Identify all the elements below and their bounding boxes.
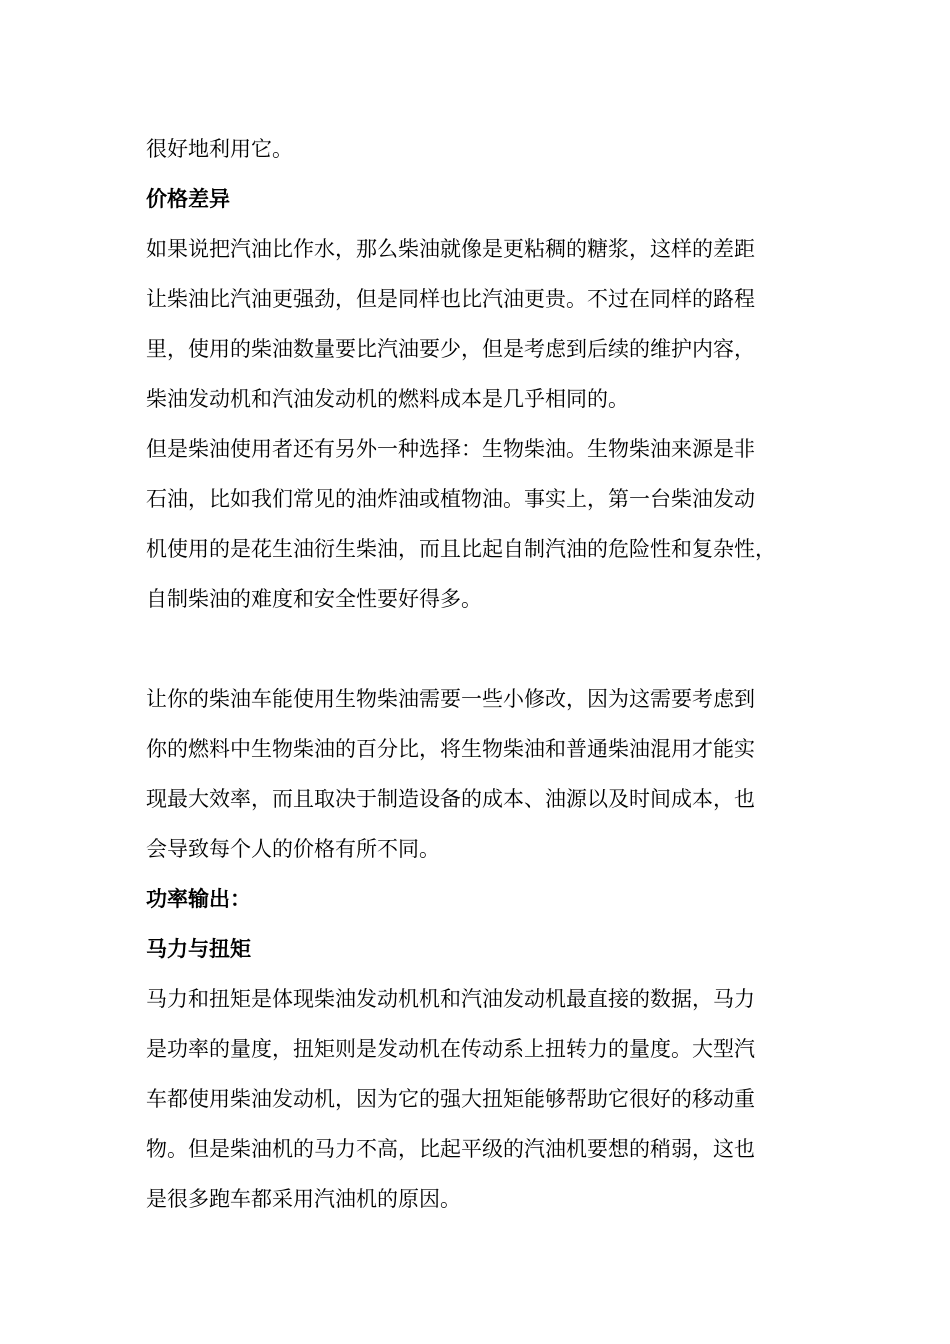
text-line: 很好地利用它。	[146, 137, 293, 161]
text-line: 石油，比如我们常见的油炸油或植物油。事实上，第一台柴油发动	[146, 487, 755, 511]
text-line: 马力和扭矩是体现柴油发动机机和汽油发动机最直接的数据，马力	[146, 987, 755, 1011]
document-page	[146, 124, 806, 1224]
heading-price-difference: 价格差异	[146, 187, 230, 211]
paragraph-intro	[146, 124, 806, 174]
heading-power-output: 功率输出：	[146, 887, 251, 911]
heading-horsepower-torque: 马力与扭矩	[146, 937, 251, 961]
paragraph-price	[146, 224, 806, 424]
text-line: 让柴油比汽油更强劲，但是同样也比汽油更贵。不过在同样的路程	[146, 287, 755, 311]
paragraph-modification	[146, 674, 806, 874]
text-line: 柴油发动机和汽油发动机的燃料成本是几乎相同的。	[146, 387, 629, 411]
paragraph-horsepower	[146, 974, 806, 1224]
blank-line	[146, 624, 806, 674]
text-line: 如果说把汽油比作水，那么柴油就像是更粘稠的糖浆，这样的差距	[146, 237, 755, 261]
text-line: 物。但是柴油机的马力不高，比起平级的汽油机要想的稍弱，这也	[146, 1137, 755, 1161]
paragraph-biodiesel	[146, 424, 806, 624]
text-line: 现最大效率，而且取决于制造设备的成本、油源以及时间成本，也	[146, 787, 755, 811]
text-line: 会导致每个人的价格有所不同。	[146, 837, 440, 861]
text-line: 车都使用柴油发动机，因为它的强大扭矩能够帮助它很好的移动重	[146, 1087, 755, 1111]
text-line: 机使用的是花生油衍生柴油，而且比起自制汽油的危险性和复杂性，	[146, 537, 776, 561]
text-line: 自制柴油的难度和安全性要好得多。	[146, 587, 482, 611]
text-line: 让你的柴油车能使用生物柴油需要一些小修改，因为这需要考虑到	[146, 687, 755, 711]
text-line: 你的燃料中生物柴油的百分比，将生物柴油和普通柴油混用才能实	[146, 737, 755, 761]
text-line: 但是柴油使用者还有另外一种选择：生物柴油。生物柴油来源是非	[146, 437, 755, 461]
text-line: 里，使用的柴油数量要比汽油要少，但是考虑到后续的维护内容，	[146, 337, 755, 361]
text-line: 是功率的量度，扭矩则是发动机在传动系上扭转力的量度。大型汽	[146, 1037, 755, 1061]
text-line: 是很多跑车都采用汽油机的原因。	[146, 1187, 461, 1211]
